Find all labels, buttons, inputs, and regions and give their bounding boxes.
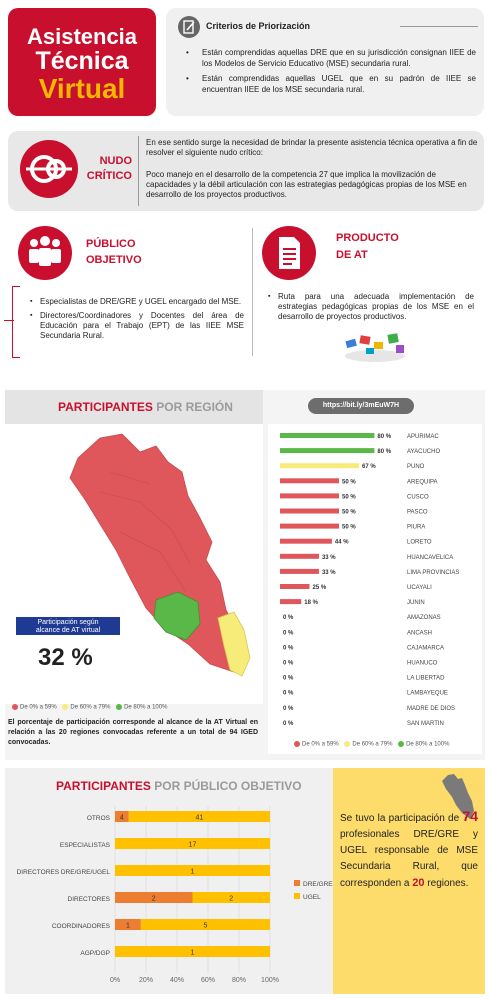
region-category-label: MADRE DE DIOS [407, 705, 456, 712]
region-bar-value: 50 % [342, 494, 356, 501]
region-category-label: LAMBAYEQUE [407, 690, 448, 697]
region-bar-value: 0 % [283, 630, 294, 637]
legend-label: DRE/GRE [303, 881, 333, 888]
region-bar-value: 25 % [312, 585, 327, 591]
region-bar-value: 80 % [377, 449, 392, 456]
region-bar-value: 0 % [283, 720, 294, 727]
producto-title-line-1: PRODUCTO [336, 232, 399, 244]
segment-value-label: 2 [229, 895, 234, 903]
document-icon [262, 226, 316, 280]
legend-dot-yellow [62, 704, 68, 710]
region-bar [280, 584, 310, 589]
title-line-1: Asistencia [26, 24, 138, 49]
segment-value-label: 5 [203, 922, 208, 930]
publico-item: ▪ Especialistas de DRE/GRE y UGEL encargado del MSE. [30, 297, 244, 307]
region-category-label: PASCO [407, 509, 428, 516]
map-region-red [70, 434, 244, 672]
publico-bar-chart [5, 800, 333, 994]
route-illustration [340, 330, 410, 364]
category-label: DIRECTORES [67, 896, 110, 903]
region-bar-value: 50 % [342, 509, 356, 516]
legend-label: De 0% a 59% [302, 741, 339, 748]
summary-part-2: profesionales DRE/GRE y UGEL responsable de MSE Secundaria Rural, que corresponden a [340, 829, 478, 889]
legend-dot-green [398, 741, 404, 747]
publico-bracket [12, 286, 20, 358]
title-line-2: Técnica [35, 47, 129, 75]
segment-value-label: 4 [119, 814, 124, 822]
participation-label-line-1: Participación según [37, 619, 99, 626]
nudo-problem-text: Poco manejo en el desarrollo de la competencia 27 que implica la movilización de capacidades y la débil articulación con las estrategias pedagógicas propias de los MSE en desarrollo de los proyectos productivos. [146, 170, 467, 199]
region-bar [280, 539, 332, 544]
region-link[interactable]: https://bit.ly/3mEuW7H [308, 398, 414, 414]
region-bar-value: 50 % [342, 479, 356, 486]
region-category-label: AMAZONAS [407, 615, 441, 622]
region-bar-value: 0 % [283, 705, 294, 712]
legend-dot-red [294, 741, 300, 747]
segment-value-label: 2 [151, 895, 156, 903]
region-category-label: UCAYALI [407, 585, 432, 591]
category-label: COORDINADORES [51, 923, 110, 930]
region-bar-value: 80 % [377, 434, 392, 440]
region-bar [280, 463, 359, 468]
region-bar-value: 33 % [321, 554, 336, 561]
legend-label: De 80% a 100% [406, 741, 450, 748]
region-bar [280, 493, 339, 498]
legend-dot-green [116, 704, 122, 710]
region-category-label: PUNO [407, 464, 425, 471]
summary-part-1: Se tuvo la participación de [340, 813, 463, 824]
region-bar [280, 569, 319, 574]
region-category-label: HUANUCO [407, 660, 438, 667]
x-tick-label: 0% [109, 977, 121, 984]
region-title [58, 400, 233, 414]
summary-part-3: regiones. [424, 878, 469, 889]
category-label: AGP/DGP [80, 950, 110, 957]
criteria-title: Criterios de Priorización [206, 21, 311, 31]
region-bar-value: 50 % [342, 524, 356, 531]
region-category-label: AREQUIPA [407, 479, 438, 486]
segment-value-label: 17 [188, 841, 197, 849]
nudo-label [80, 154, 132, 184]
map-legend [8, 704, 167, 711]
nudo-label-line-1: NUDO [99, 155, 132, 167]
publico-title-line-1: PÚBLICO [86, 238, 136, 250]
summary-text [340, 808, 478, 892]
section-divider [252, 228, 253, 356]
region-bar [280, 554, 319, 559]
knot-icon [20, 140, 78, 198]
bar-legend [290, 741, 449, 748]
region-category-label: ANCASH [407, 630, 433, 637]
region-bar-chart [268, 424, 482, 734]
criteria-item: • Están comprendidas aquellas DRE que en su jurisdicción consignan IIEE de los Modelos de Servicio Educativo (MSE) secundaria rural. [184, 48, 476, 69]
region-bar-value: 0 % [283, 690, 294, 697]
publico-bracket-tick [4, 320, 14, 321]
category-label: DIRECTORES DRE/GRE/UGEL [16, 869, 110, 876]
participation-label-line-2: alcance de AT virtual [35, 627, 101, 634]
summary-number: 74 [462, 808, 478, 824]
region-bar-value: 0 % [283, 675, 294, 682]
x-tick-label: 60% [200, 977, 216, 984]
x-tick-label: 100% [261, 977, 279, 984]
region-bar [280, 448, 374, 453]
publico-chart-title-grey: POR PÚBLICO OBJETIVO [154, 779, 302, 793]
region-title-grey: POR REGIÓN [156, 400, 233, 414]
region-bar [280, 478, 339, 483]
publico-chart-title [56, 779, 302, 793]
region-bar [280, 524, 339, 529]
legend-label: UGEL [303, 894, 321, 901]
legend-label: De 60% a 79% [352, 741, 393, 748]
legend-label: De 60% a 79% [70, 704, 111, 711]
region-category-label: PIURA [407, 524, 426, 531]
producto-list [268, 292, 474, 322]
legend-swatch [294, 893, 300, 899]
nudo-divider [138, 136, 139, 206]
publico-title-line-2: OBJETIVO [86, 254, 142, 266]
people-icon [18, 226, 72, 280]
participation-label [15, 616, 121, 636]
legend-swatch [294, 880, 300, 886]
participation-value: 32 % [38, 644, 93, 671]
region-category-label: LA LIBERTAD [407, 675, 445, 682]
x-tick-label: 20% [138, 977, 154, 984]
region-category-label: APURIMAC [407, 434, 439, 440]
publico-list [30, 297, 244, 345]
category-label: ESPECIALISTAS [59, 842, 110, 849]
legend-label: De 80% a 100% [124, 704, 168, 711]
segment-value-label: 41 [195, 814, 204, 822]
region-category-label: JUNIN [407, 600, 425, 607]
publico-title [86, 236, 142, 268]
title-banner [8, 8, 156, 116]
region-category-label: CUSCO [407, 494, 429, 501]
region-bar-value: 44 % [334, 539, 349, 546]
map-note: El porcentaje de participación corresponde al alcance de la AT Virtual en relación a las 20 regiones convocadas referente a un total de 94 IGED convocadas. [8, 719, 258, 746]
publico-item: ▪ Directores/Coordinadores y Docentes del área de Educación para el Trabajo (EPT) de las IIEE MSE Secundaria Rural. [30, 311, 244, 341]
legend-dot-yellow [344, 741, 350, 747]
region-title-red: PARTICIPANTES [58, 400, 153, 414]
publico-chart-title-red: PARTICIPANTES [56, 779, 151, 793]
criteria-item: • Están comprendidas aquellas UGEL que en su padrón de IIEE se encuentran IIEE de los MSE secundaria rural. [184, 74, 476, 95]
region-category-label: LIMA PROVINCIAS [407, 569, 460, 576]
nudo-intro-text: En ese sentido surge la necesidad de brindar la presente asistencia técnica operativa a fin de resolver el siguiente nudo crítico: [146, 138, 478, 157]
region-bar-value: 0 % [283, 660, 294, 667]
region-category-label: LORETO [407, 539, 432, 546]
region-bar [280, 433, 374, 438]
region-bar [280, 509, 339, 514]
segment-value-label: 1 [125, 922, 130, 930]
region-category-label: HUANCAVELICA [407, 554, 454, 561]
region-bar-value: 0 % [283, 645, 294, 652]
region-category-label: CAJAMARCA [407, 645, 445, 652]
producto-item: ▪ Ruta para una adecuada implementación de estrategias pedagógicas propias de los MSE en el desarrollo de proyectos productivos. [268, 292, 474, 322]
region-bar-value: 67 % [362, 464, 376, 471]
x-tick-label: 40% [169, 977, 185, 984]
segment-value-label: 1 [190, 949, 195, 957]
edit-icon [178, 16, 200, 38]
producto-title [336, 230, 399, 264]
region-bar-value: 18 % [304, 600, 318, 607]
x-tick-label: 80% [231, 977, 247, 984]
title-line-3: Virtual [38, 73, 126, 104]
legend-label: De 0% a 59% [20, 704, 57, 711]
category-label: OTROS [86, 815, 110, 822]
criteria-list [184, 48, 476, 100]
region-category-label: SAN MARTIN [407, 720, 444, 727]
region-bar-value: 33 % [321, 569, 336, 576]
summary-regions: 20 [412, 877, 425, 889]
producto-title-line-2: DE AT [336, 249, 368, 261]
region-bar-value: 0 % [283, 615, 294, 622]
segment-value-label: 1 [190, 868, 195, 876]
nudo-label-line-2: CRÍTICO [86, 170, 132, 182]
criteria-divider [400, 26, 478, 27]
legend-dot-red [12, 704, 18, 710]
region-category-label: AYACUCHO [407, 449, 441, 456]
region-bar [280, 599, 301, 604]
